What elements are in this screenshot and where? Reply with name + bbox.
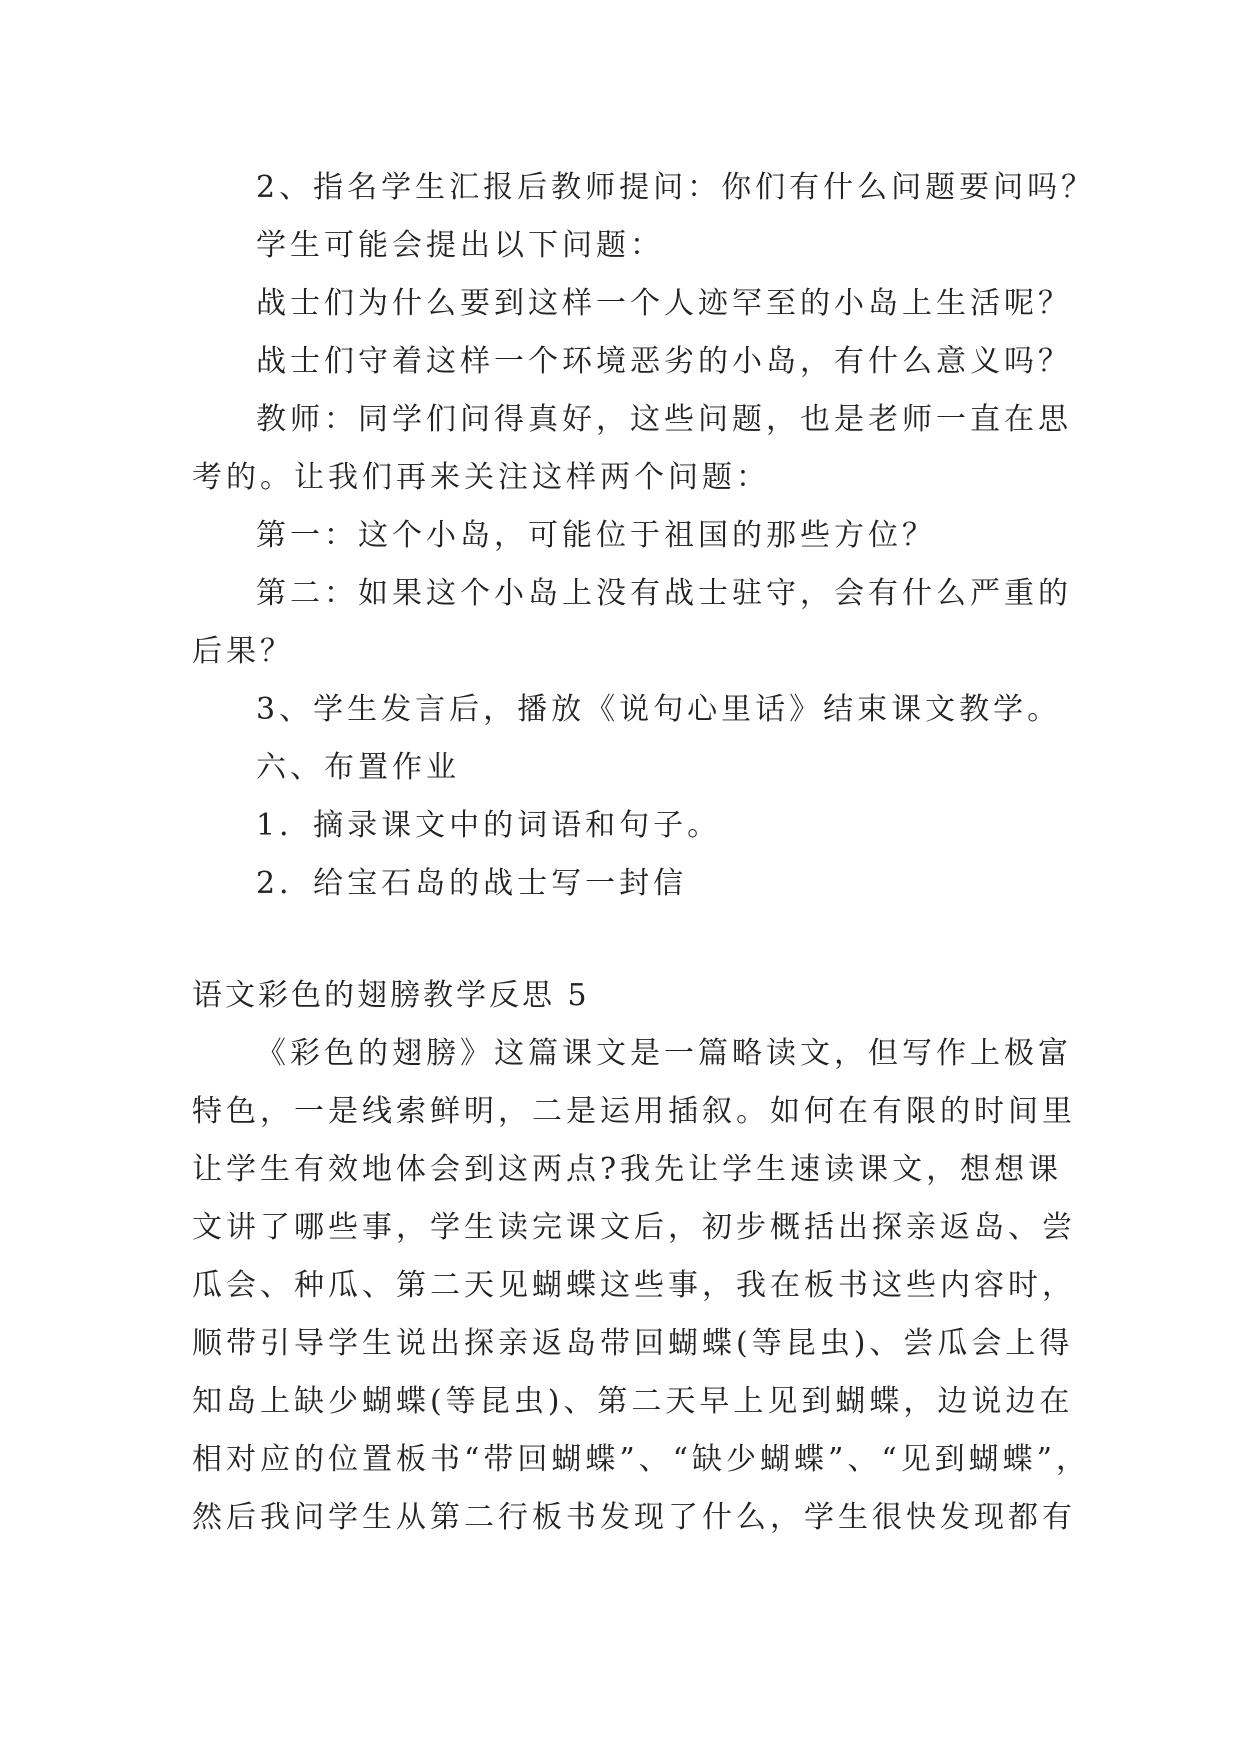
paragraph-line: 让学生有效地体会到这两点?我先让学生速读课文，想想课 xyxy=(192,1152,1063,1187)
paragraph-line: 第一：这个小岛，可能位于祖国的那些方位？ xyxy=(256,518,936,553)
paragraph-line: 特色，一是线索鲜明，二是运用插叙。如何在有限的时间里 xyxy=(192,1094,1076,1129)
paragraph-line: 知岛上缺少蝴蝶(等昆虫)、第二天早上见到蝴蝶，边说边在 xyxy=(192,1384,1074,1419)
section-heading: 六、布置作业 xyxy=(256,750,460,785)
paragraph-line: 相对应的位置板书“带回蝴蝶”、“缺少蝴蝶”、“见到蝴蝶”， xyxy=(192,1442,1091,1477)
paragraph-line: 考的。让我们再来关注这样两个问题： xyxy=(192,460,770,495)
paragraph-line: 后果？ xyxy=(192,634,294,669)
paragraph-line: 战士们守着这样一个环境恶劣的小岛，有什么意义吗？ xyxy=(256,344,1072,379)
paragraph-line: 顺带引导学生说出探亲返岛带回蝴蝶(等昆虫)、尝瓜会上得 xyxy=(192,1326,1074,1361)
paragraph-line: 2、指名学生汇报后教师提问：你们有什么问题要问吗？ xyxy=(256,170,1096,205)
paragraph-line: 教师：同学们问得真好，这些问题，也是老师一直在思 xyxy=(256,402,1072,437)
list-item: 1．摘录课文中的词语和句子。 xyxy=(256,808,722,843)
paragraph-line: 文讲了哪些事，学生读完课文后，初步概括出探亲返岛、尝 xyxy=(192,1210,1076,1245)
paragraph-line: 战士们为什么要到这样一个人迹罕至的小岛上生活呢？ xyxy=(256,286,1072,321)
paragraph-line: 第二：如果这个小岛上没有战士驻守，会有什么严重的 xyxy=(256,576,1072,611)
paragraph-line: 3、学生发言后，播放《说句心里话》结束课文教学。 xyxy=(256,692,1062,727)
paragraph-line: 然后我问学生从第二行板书发现了什么，学生很快发现都有 xyxy=(192,1500,1076,1535)
paragraph-line: 《彩色的翅膀》这篇课文是一篇略读文，但写作上极富 xyxy=(256,1036,1072,1071)
article-title: 语文彩色的翅膀教学反思 5 xyxy=(192,978,590,1013)
paragraph-line: 学生可能会提出以下问题： xyxy=(256,228,664,263)
paragraph-line: 瓜会、种瓜、第二天见蝴蝶这些事，我在板书这些内容时， xyxy=(192,1268,1076,1303)
list-item: 2．给宝石岛的战士写一封信 xyxy=(256,866,688,901)
